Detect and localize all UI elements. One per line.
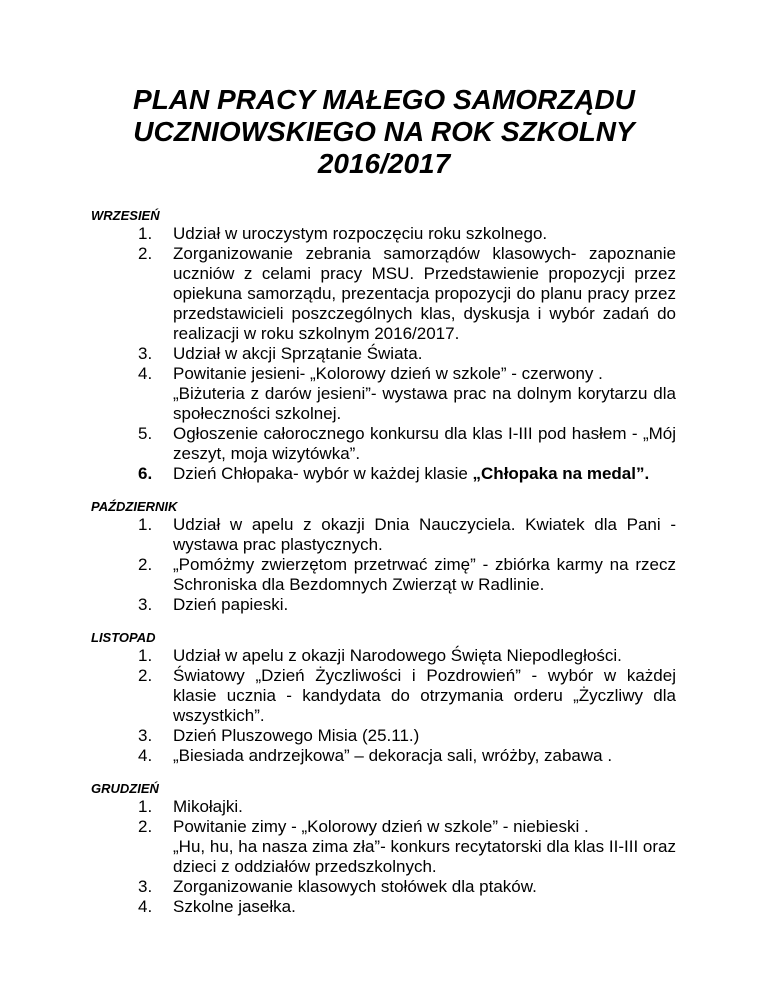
item-text: Dzień Chłopaka- wybór w każdej klasie — [173, 464, 473, 483]
section-december — [91, 781, 676, 917]
item-number: 2. — [138, 555, 153, 574]
item-text: „Pomóżmy zwierzętom przetrwać zimę” - zbiórka karmy na rzecz Schroniska dla Bezdomnych Zwierząt w Radlinie. — [173, 555, 676, 594]
item-number: 4. — [138, 897, 153, 916]
item-number: 4. — [138, 364, 153, 383]
list-item — [138, 424, 676, 464]
item-text: Dzień Pluszowego Misia (25.11.) — [173, 726, 420, 745]
item-number: 1. — [138, 224, 153, 243]
section-heading: LISTOPAD — [91, 630, 156, 645]
item-subtext: „Biżuteria z darów jesieni”- wystawa prac na dolnym korytarzu dla społeczności szkolnej. — [173, 384, 676, 423]
list-item — [138, 877, 676, 897]
list-item — [138, 595, 676, 615]
item-number: 4. — [138, 746, 153, 765]
item-number: 2. — [138, 817, 153, 836]
list-item — [138, 726, 676, 746]
item-text: Powitanie zimy - „Kolorowy dzień w szkole” - niebieski . — [173, 817, 589, 836]
item-text: Dzień papieski. — [173, 595, 289, 614]
item-text: Udział w akcji Sprzątanie Świata. — [173, 344, 423, 363]
item-bold-text: „Chłopaka na medal”. — [472, 464, 650, 483]
list-item — [138, 555, 676, 595]
section-september — [91, 208, 676, 484]
item-text: Zorganizowanie zebrania samorządów klasowych- zapoznanie uczniów z celami pracy MSU. Przedstawienie propozycji przez opiekuna samorządu, prezentacja propozycji do planu pracy przez przedstawicieli poszczególnych klas, dyskusja i wybór zadań do realizacji w roku szkolnym 2016/2017. — [173, 244, 676, 343]
section-heading: GRUDZIEŃ — [91, 781, 159, 796]
list-item — [138, 797, 676, 817]
item-text: Udział w apelu z okazji Dnia Nauczyciela. Kwiatek dla Pani - wystawa prac plastycznych. — [173, 515, 676, 554]
section-october — [91, 499, 676, 615]
item-number: 6. — [138, 464, 153, 483]
item-number: 1. — [138, 797, 153, 816]
item-text: Udział w apelu z okazji Narodowego Święta Niepodległości. — [173, 646, 622, 665]
list-item — [138, 464, 676, 484]
item-number: 3. — [138, 726, 153, 745]
list-item — [138, 897, 676, 917]
item-list — [91, 646, 676, 766]
item-subtext: „Hu, hu, ha nasza zima zła”- konkurs recytatorski dla klas II-III oraz dzieci z oddziałów przedszkolnych. — [173, 837, 676, 876]
document-body — [91, 208, 676, 932]
list-item — [138, 364, 676, 424]
item-number: 2. — [138, 244, 153, 263]
item-text: Ogłoszenie całorocznego konkursu dla klas I-III pod hasłem - „Mój zeszyt, moja wizytówka”. — [173, 424, 676, 463]
item-number: 1. — [138, 515, 153, 534]
item-number: 2. — [138, 666, 153, 685]
list-item — [138, 746, 676, 766]
list-item — [138, 646, 676, 666]
item-number: 3. — [138, 344, 153, 363]
list-item — [138, 224, 676, 244]
title-line-3: 2016/2017 — [317, 148, 451, 179]
list-item — [138, 666, 676, 726]
item-text: Zorganizowanie klasowych stołówek dla ptaków. — [173, 877, 537, 896]
item-number: 3. — [138, 595, 153, 614]
item-list — [91, 797, 676, 917]
item-list — [91, 224, 676, 484]
item-text: Udział w uroczystym rozpoczęciu roku szkolnego. — [173, 224, 548, 243]
item-number: 1. — [138, 646, 153, 665]
document-title — [0, 84, 768, 180]
item-list — [91, 515, 676, 615]
item-number: 3. — [138, 877, 153, 896]
item-text: Mikołajki. — [173, 797, 243, 816]
title-line-2: UCZNIOWSKIEGO NA ROK SZKOLNY — [133, 116, 635, 147]
section-november — [91, 630, 676, 766]
list-item — [138, 515, 676, 555]
item-text: „Biesiada andrzejkowa” – dekoracja sali, wróżby, zabawa . — [173, 746, 613, 765]
list-item — [138, 244, 676, 344]
item-text: Szkolne jasełka. — [173, 897, 296, 916]
list-item — [138, 817, 676, 877]
item-number: 5. — [138, 424, 153, 443]
list-item — [138, 344, 676, 364]
title-line-1: PLAN PRACY MAŁEGO SAMORZĄDU — [133, 84, 635, 115]
item-text: Powitanie jesieni- „Kolorowy dzień w szkole” - czerwony . — [173, 364, 603, 383]
item-text: Światowy „Dzień Życzliwości i Pozdrowień” - wybór w każdej klasie ucznia - kandydata do otrzymania orderu „Życzliwy dla wszystkich”. — [173, 666, 676, 725]
section-heading: WRZESIEŃ — [91, 208, 160, 223]
section-heading: PAŹDZIERNIK — [91, 499, 178, 514]
